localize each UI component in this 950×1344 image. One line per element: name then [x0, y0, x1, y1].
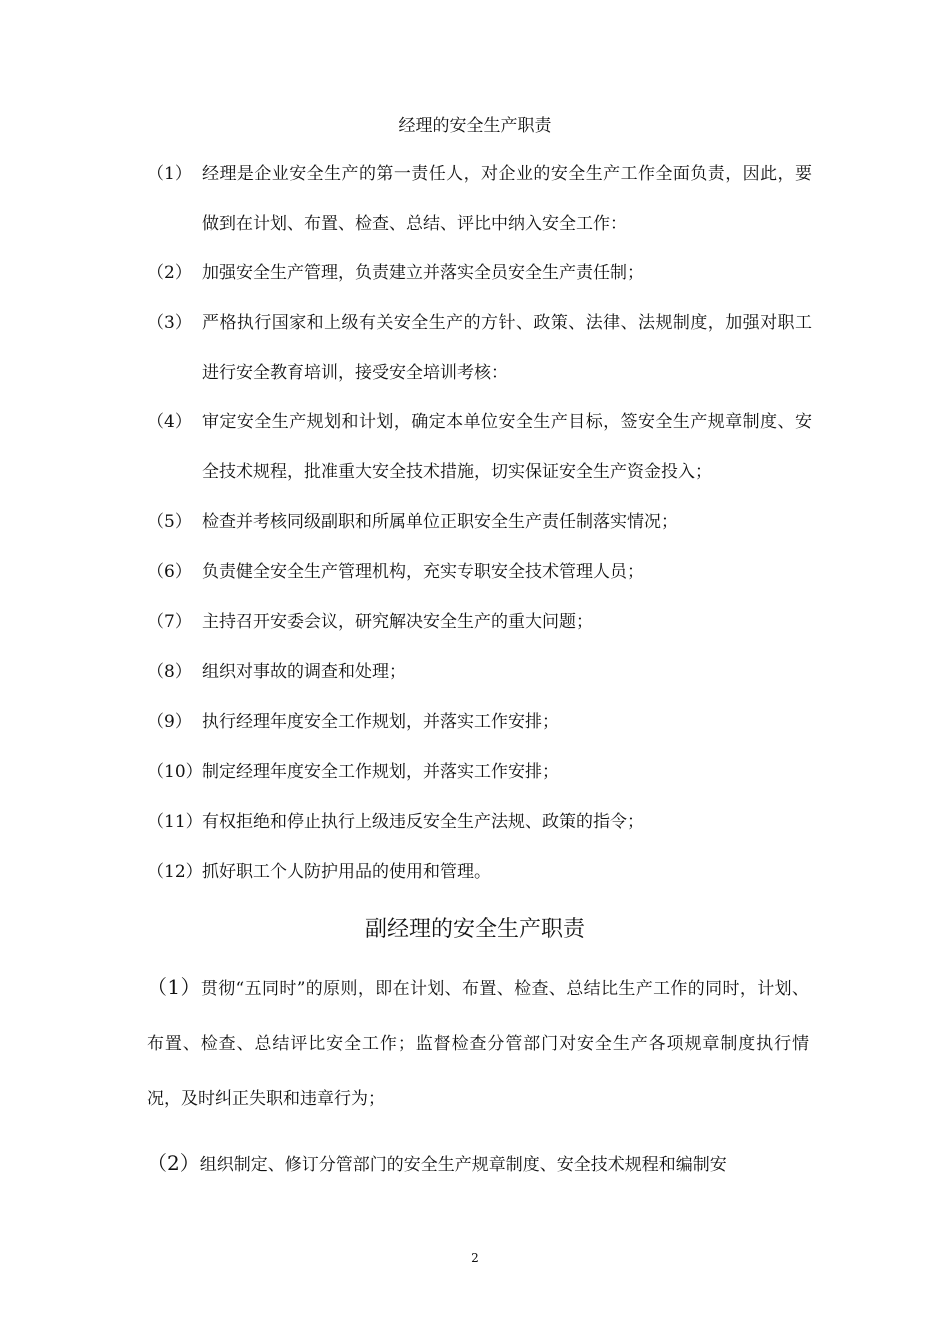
list-item — [147, 1136, 809, 1193]
section-title-manager: 经理的安全生产职责 — [398, 116, 552, 136]
item-number: （4） — [147, 412, 192, 432]
list-item — [147, 648, 812, 698]
item-number: （12） — [147, 862, 203, 882]
list-item — [147, 249, 812, 299]
item-number: （10） — [147, 762, 203, 782]
item-number: （5） — [147, 512, 192, 532]
item-text: 执行经理年度安全工作规划，并落实工作安排； — [202, 712, 559, 732]
list-item — [147, 748, 812, 798]
list-item — [147, 150, 812, 249]
section-title-deputy-manager: 副经理的安全生产职责 — [364, 917, 585, 942]
item-text: 负责健全安全生产管理机构，充实专职安全技术管理人员； — [202, 562, 644, 582]
item-text: 有权拒绝和停止执行上级违反安全生产法规、政策的指令； — [202, 812, 644, 832]
item-text: 抓好职工个人防护用品的使用和管理。 — [202, 862, 491, 882]
list-item — [147, 698, 812, 748]
item-number: （9） — [147, 712, 192, 732]
item-text: 经理是企业安全生产的第一责任人，对企业的安全生产工作全面负责，因此，要做到在计划、布置、检查、总结、评比中纳入安全工作： — [202, 164, 812, 234]
item-text: 主持召开安委会议，研究解决安全生产的重大问题； — [202, 612, 593, 632]
item-text: 组织制定、修订分管部门的安全生产规章制度、安全技术规程和编制安 — [199, 1155, 727, 1175]
item-text: 严格执行国家和上级有关安全生产的方针、政策、法律、法规制度，加强对职工进行安全教育培训，接受安全培训考核： — [202, 313, 812, 383]
list-item — [147, 598, 812, 648]
list-item — [147, 960, 809, 1127]
item-number: （2） — [147, 1151, 200, 1175]
list-item — [147, 798, 812, 848]
item-number: （3） — [147, 313, 192, 333]
item-number: （1） — [147, 975, 201, 999]
list-item — [147, 548, 812, 598]
list-item — [147, 498, 812, 548]
item-number: （7） — [147, 612, 192, 632]
item-text: 审定安全生产规划和计划，确定本单位安全生产目标，签安全生产规章制度、安全技术规程，批准重大安全技术措施，切实保证安全生产资金投入； — [202, 412, 812, 482]
list-item — [147, 398, 812, 497]
item-number: （1） — [147, 164, 192, 184]
item-number: （2） — [147, 263, 192, 283]
item-number: （8） — [147, 662, 192, 682]
item-number: （6） — [147, 562, 192, 582]
item-text: 制定经理年度安全工作规划，并落实工作安排； — [202, 762, 559, 782]
list-item — [147, 299, 812, 398]
page-number: 2 — [471, 1251, 479, 1265]
item-text: 组织对事故的调查和处理； — [202, 662, 406, 682]
item-text: 加强安全生产管理，负责建立并落实全员安全生产责任制； — [202, 263, 644, 283]
list-item — [147, 848, 812, 898]
item-text: 检查并考核同级副职和所属单位正职安全生产责任制落实情况； — [202, 512, 678, 532]
item-number: （11） — [147, 812, 203, 832]
item-text: 贯彻“五同时”的原则，即在计划、布置、检查、总结比生产工作的同时，计划、布置、检查、总结评比安全工作；监督检查分管部门对安全生产各项规章制度执行情况，及时纠正失职和违章行为； — [147, 979, 809, 1109]
